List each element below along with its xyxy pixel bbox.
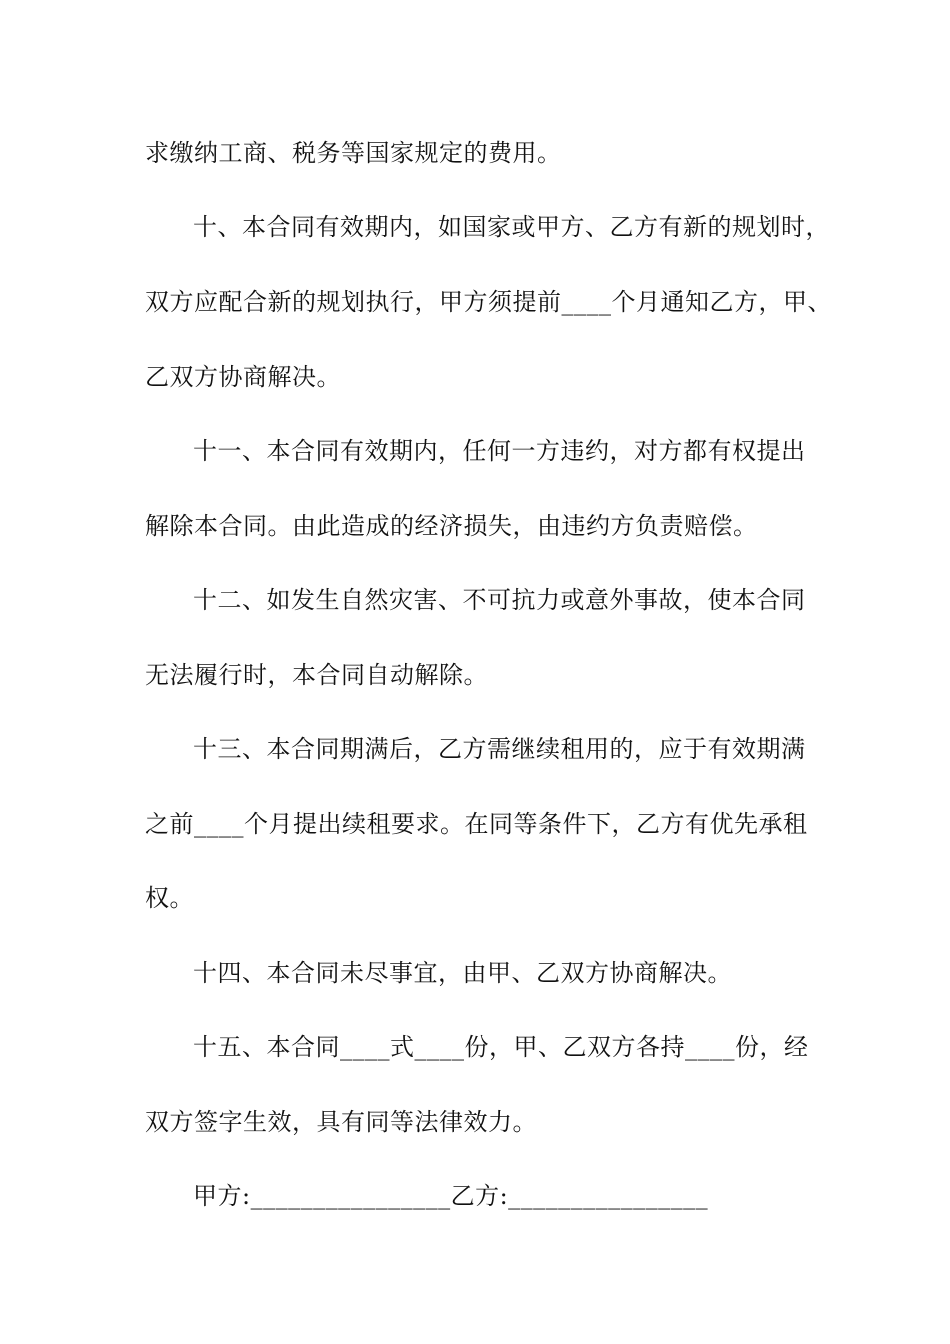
text-line: 双方应配合新的规划执行，甲方须提前____个月通知乙方，甲、 bbox=[145, 288, 832, 316]
text-line: 解除本合同。由此造成的经济损失，由违约方负责赔偿。 bbox=[145, 512, 758, 540]
text-line: 权。 bbox=[145, 884, 194, 912]
clause-10-line: 十、本合同有效期内，如国家或甲方、乙方有新的规划时， bbox=[193, 213, 830, 241]
text-line: 求缴纳工商、税务等国家规定的费用。 bbox=[145, 139, 562, 167]
signature-line: 甲方:________________乙方:________________ bbox=[193, 1182, 709, 1210]
text-line: 之前____个月提出续租要求。在同等条件下，乙方有优先承租 bbox=[145, 810, 808, 838]
clause-11-line: 十一、本合同有效期内，任何一方违约，对方都有权提出 bbox=[193, 437, 806, 465]
clause-12-line: 十二、如发生自然灾害、不可抗力或意外事故，使本合同 bbox=[193, 586, 806, 614]
clause-14-line: 十四、本合同未尽事宜，由甲、乙双方协商解决。 bbox=[193, 959, 732, 987]
text-line: 无法履行时，本合同自动解除。 bbox=[145, 661, 488, 689]
clause-15-line: 十五、本合同____式____份，甲、乙双方各持____份，经 bbox=[193, 1033, 809, 1061]
text-line: 双方签字生效，具有同等法律效力。 bbox=[145, 1108, 537, 1136]
clause-13-line: 十三、本合同期满后，乙方需继续租用的，应于有效期满 bbox=[193, 735, 806, 763]
text-line: 乙双方协商解决。 bbox=[145, 363, 341, 391]
